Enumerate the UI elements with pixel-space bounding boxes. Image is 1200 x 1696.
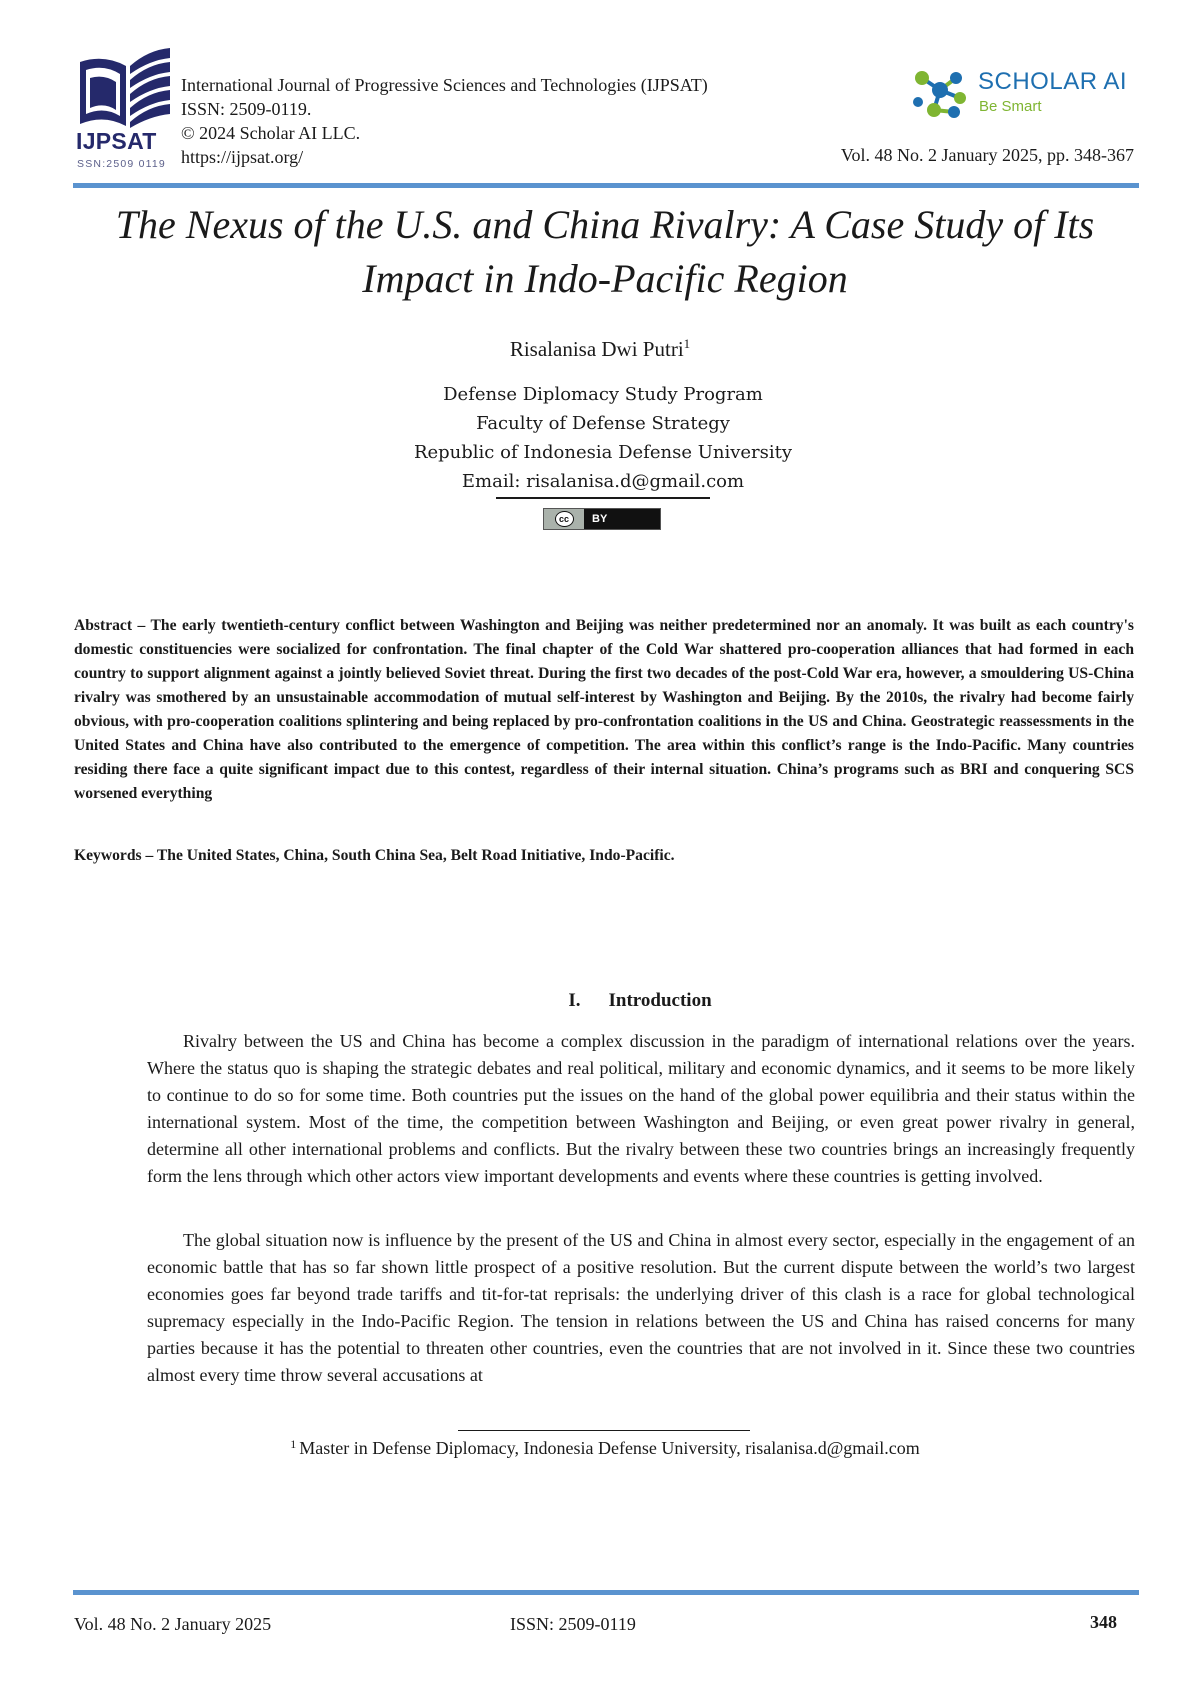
publisher-tagline: Be Smart — [979, 98, 1042, 115]
author — [0, 336, 1200, 362]
author-name: Risalanisa Dwi Putri — [509, 337, 684, 361]
footer-issn: ISSN: 2509-0119 — [510, 1614, 636, 1634]
affiliation-email[interactable]: Email: risalanisa.d@gmail.com — [461, 471, 745, 492]
license-by-label: BY — [592, 513, 608, 525]
affiliation-faculty: Faculty of Defense Strategy — [476, 413, 730, 434]
open-book-icon — [74, 44, 178, 130]
footer-divider — [73, 1590, 1139, 1595]
journal-logo-text: IJPSAT — [76, 128, 157, 154]
journal-name: International Journal of Progressive Sciences and Technologies (IJPSAT) — [181, 75, 708, 95]
footnote-divider — [458, 1430, 750, 1431]
affiliation — [0, 380, 1200, 496]
intro-paragraph-2: The global situation now is influence by the present of the US and China in almost every sector, especially in the engagement of an economic battle that has so far shown little prospect of a positive resolution. But the current dispute between the world’s two largest economies goes far beyond trade tariffs and tit-for-tat reprisals: the underlying driver of this clash is a race for global technological supremacy especially in the Indo-Pacific Region. The tension in relations between the US and China has raised concerns for many parties because it has the potential to threaten other countries, even the countries that are not involved in it. Since these two countries almost every time throw several accusations at — [147, 1230, 1135, 1385]
journal-info — [181, 73, 708, 169]
footnote-marker: 1 — [290, 1437, 297, 1451]
page-number: 348 — [1090, 1612, 1117, 1632]
author-footnote-ref[interactable]: 1 — [683, 336, 691, 351]
section-number: I. — [568, 990, 581, 1011]
journal-logo — [74, 44, 178, 180]
affiliation-program: Defense Diplomacy Study Program — [443, 384, 763, 405]
header-divider — [73, 183, 1139, 188]
affiliation-divider — [496, 497, 710, 499]
paper-title-line-2: Impact in Indo-Pacific Region — [362, 256, 848, 301]
paper-title-line-1: The Nexus of the U.S. and China Rivalry: A Case Study of Its — [115, 202, 1095, 247]
affiliation-university: Republic of Indonesia Defense University — [413, 442, 793, 463]
journal-copyright: © 2024 Scholar AI LLC. — [181, 123, 361, 143]
footnote-text: Master in Defense Diplomacy, Indonesia Defense University, risalanisa.d@gmail.com — [299, 1438, 920, 1458]
keywords: Keywords – The United States, China, South China Sea, Belt Road Initiative, Indo-Pacific. — [74, 847, 675, 864]
paper-title — [60, 198, 1150, 306]
footnote — [0, 1437, 1200, 1459]
intro-paragraph-1: Rivalry between the US and China has become a complex discussion in the paradigm of international relations over the years. Where the status quo is shaping the strategic debates and real political, military and economic dynamics, and it seems to be more likely to continue to do so for some time. Both countries put the issues on the hand of the global power equilibria and their status within the international system. Most of the time, the competition between Washington and Beijing, or even great power rivalry in general, determine all other international problems and conflicts. But the rivalry between these two countries brings an increasingly frequently form the lens through which other actors view important developments and events where these countries is getting involved. — [147, 1031, 1135, 1186]
publisher-name: SCHOLAR AI — [978, 68, 1128, 95]
journal-url[interactable]: https://ijpsat.org/ — [181, 147, 304, 167]
abstract: Abstract – The early twentieth-century conflict between Washington and Beijing was neither predetermined nor an anomaly. It was built as each country's domestic constituencies were socialized for confrontation. The final chapter of the Cold War shattered pro-cooperation alliances that had formed in each country to support alignment against a jointly believed Soviet threat. During the first two decades of the post-Cold War era, however, a smouldering US-China rivalry was smothered by an unsustainable accommodation of mutual self-interest by Washington and Beijing. By the 2010s, the rivalry had become fairly obvious, with pro-cooperation coalitions splintering and being replaced by pro-confrontation coalitions in the US and China. Geostrategic reassessments in the United States and China have also contributed to the emergence of competition. The area within this conflict’s range is the Indo-Pacific. Many countries residing there face a quite significant impact due to this contest, regardless of their internal situation. China’s programs such as BRI and conquering SCS worsened everything — [74, 617, 1134, 802]
publisher-logo — [908, 64, 1138, 124]
footer-volume: Vol. 48 No. 2 January 2025 — [74, 1614, 272, 1634]
cc-by-license-badge[interactable] — [543, 508, 661, 530]
journal-issn: ISSN: 2509-0119. — [181, 99, 312, 119]
section-heading — [0, 990, 1200, 1012]
molecule-icon — [908, 64, 972, 124]
section-title: Introduction — [608, 990, 712, 1011]
volume-info: Vol. 48 No. 2 January 2025, pp. 348-367 — [840, 145, 1134, 165]
creative-commons-icon: cc — [544, 509, 584, 529]
journal-logo-issn: SSN:2509 0119 — [77, 158, 166, 170]
